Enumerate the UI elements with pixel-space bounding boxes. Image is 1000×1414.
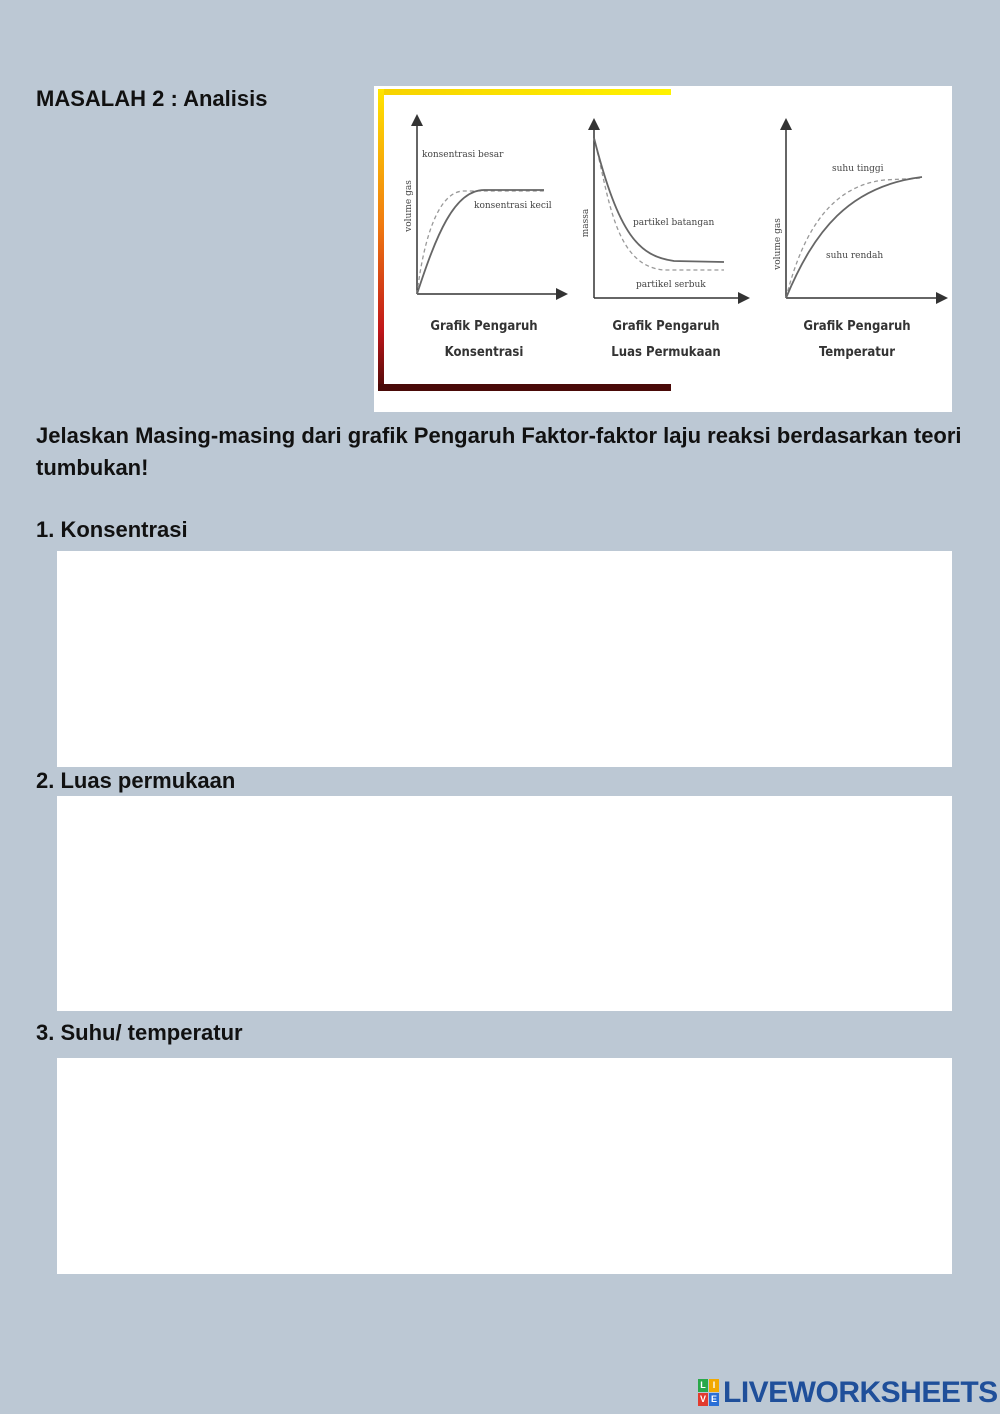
reaction-rate-graphs-figure	[374, 86, 952, 412]
logo-letter-e: E	[710, 1394, 717, 1404]
logo-letter-v: V	[699, 1394, 706, 1404]
graph3-caption-line1: Grafik Pengaruh	[803, 319, 911, 334]
answer-suhu[interactable]	[57, 1058, 952, 1274]
section-label-konsentrasi: 1. Konsentrasi	[36, 517, 188, 542]
graph3-curve-dashed	[786, 178, 922, 298]
graph-konsentrasi	[404, 120, 562, 360]
frame-top-bar	[378, 89, 671, 95]
brand-name: LIVEWORKSHEETS	[723, 1376, 998, 1409]
graph3-bottom-label: suhu rendah	[826, 251, 884, 261]
logo-letter-l: L	[698, 1379, 708, 1392]
answer-konsentrasi[interactable]	[57, 551, 952, 767]
graph2-caption-line1: Grafik Pengaruh	[612, 319, 720, 334]
answer-luas-permukaan[interactable]	[57, 796, 952, 1011]
graph1-bottom-label: konsentrasi kecil	[474, 201, 552, 211]
graph3-ylabel: volume gas	[773, 218, 783, 270]
graph1-caption-line1: Grafik Pengaruh	[430, 319, 538, 334]
graph1-top-label: konsentrasi besar	[422, 150, 504, 160]
section-label-luas-permukaan: 2. Luas permukaan	[36, 768, 236, 793]
graph3-caption-line2: Temperatur	[818, 345, 896, 360]
graph3-top-label: suhu tinggi	[832, 164, 884, 174]
graph2-bottom-label: partikel serbuk	[636, 280, 706, 290]
graph2-ylabel: massa	[581, 208, 591, 238]
frame-left-bar	[378, 89, 384, 391]
graph2-curve-dashed	[594, 138, 724, 270]
graph1-ylabel: volume gas	[404, 180, 414, 232]
graph3-curve-solid	[786, 177, 922, 298]
section-label-suhu: 3. Suhu/ temperatur	[36, 1020, 243, 1045]
graph1-caption-line2: Konsentrasi	[444, 345, 524, 360]
liveworksheets-logo-icon	[698, 1379, 720, 1407]
liveworksheets-brand	[698, 1376, 998, 1410]
frame-bottom-bar	[378, 384, 671, 391]
page-title: MASALAH 2 : Analisis	[36, 86, 268, 111]
graph-temperatur	[773, 124, 942, 360]
graph2-curve-solid	[594, 138, 724, 262]
logo-letter-i: I	[709, 1379, 719, 1392]
graph2-top-label: partikel batangan	[633, 218, 715, 228]
question-text: Jelaskan Masing-masing dari grafik Pengaruh Faktor-faktor laju reaksi berdasarkan teori tumbukan!	[36, 423, 962, 480]
graph-luas-permukaan	[581, 124, 744, 360]
graphs-svg	[374, 86, 952, 412]
graph2-caption-line2: Luas Permukaan	[611, 345, 721, 360]
